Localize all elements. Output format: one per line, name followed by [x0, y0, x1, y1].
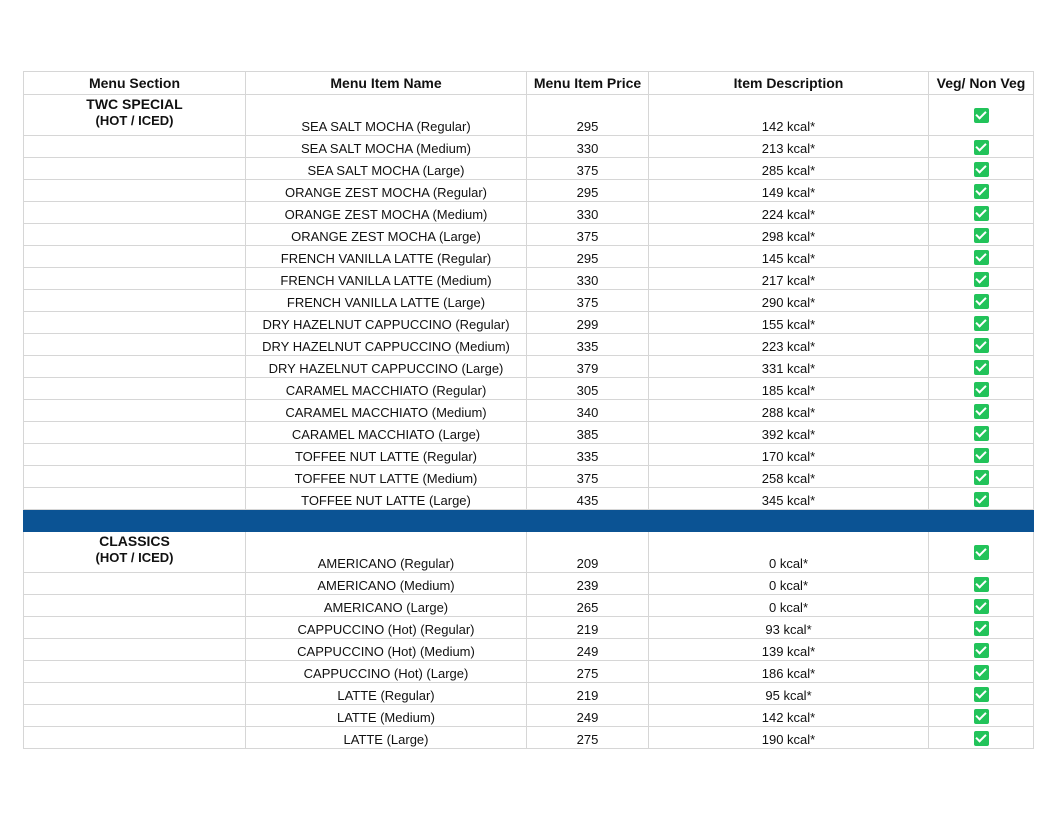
menu-section-cell[interactable] [24, 639, 246, 661]
section-title: TWC SPECIAL [86, 96, 183, 112]
table-row [24, 727, 1034, 749]
item-name-cell[interactable]: TOFFEE NUT LATTE (Regular) [246, 444, 527, 466]
item-price-cell[interactable]: 209 [527, 532, 649, 573]
veg-indicator-cell[interactable] [929, 595, 1034, 617]
checked-checkbox-icon[interactable] [974, 140, 989, 155]
checked-checkbox-icon[interactable] [974, 643, 989, 658]
separator-cell [24, 510, 246, 532]
checked-checkbox-icon[interactable] [974, 687, 989, 702]
item-name-cell[interactable]: FRENCH VANILLA LATTE (Regular) [246, 246, 527, 268]
checked-checkbox-icon[interactable] [974, 162, 989, 177]
table-row [24, 444, 1034, 466]
veg-indicator-cell[interactable] [929, 378, 1034, 400]
table-row [24, 378, 1034, 400]
table-row [24, 488, 1034, 510]
table-row [24, 639, 1034, 661]
item-price-cell[interactable]: 330 [527, 202, 649, 224]
table-row [24, 573, 1034, 595]
item-price-cell[interactable]: 219 [527, 617, 649, 639]
item-name-cell[interactable]: AMERICANO (Medium) [246, 573, 527, 595]
menu-section-cell[interactable] [24, 444, 246, 466]
header-item-description: Item Description [649, 72, 929, 95]
item-description-cell[interactable]: 190 kcal* [649, 727, 929, 749]
item-description-cell[interactable]: 186 kcal* [649, 661, 929, 683]
item-description-cell[interactable]: 213 kcal* [649, 136, 929, 158]
menu-section-cell[interactable] [24, 422, 246, 444]
item-description-cell[interactable]: 0 kcal* [649, 573, 929, 595]
checked-checkbox-icon[interactable] [974, 228, 989, 243]
table-row [24, 532, 1034, 573]
item-price-cell[interactable]: 299 [527, 312, 649, 334]
item-price-cell[interactable]: 275 [527, 727, 649, 749]
table-row [24, 180, 1034, 202]
item-name-cell[interactable]: CARAMEL MACCHIATO (Large) [246, 422, 527, 444]
checked-checkbox-icon[interactable] [974, 404, 989, 419]
table-row [24, 617, 1034, 639]
table-row [24, 136, 1034, 158]
table-row [24, 268, 1034, 290]
table-row [24, 290, 1034, 312]
item-price-cell[interactable]: 340 [527, 400, 649, 422]
item-price-cell[interactable]: 375 [527, 158, 649, 180]
menu-section-cell[interactable] [24, 683, 246, 705]
veg-indicator-cell[interactable] [929, 312, 1034, 334]
item-price-cell[interactable]: 435 [527, 488, 649, 510]
checked-checkbox-icon[interactable] [974, 599, 989, 614]
item-description-cell[interactable]: 139 kcal* [649, 639, 929, 661]
menu-section-cell[interactable] [24, 290, 246, 312]
separator-cell [246, 510, 527, 532]
menu-section-cell[interactable] [24, 268, 246, 290]
checked-checkbox-icon[interactable] [974, 577, 989, 592]
item-price-cell[interactable]: 295 [527, 180, 649, 202]
item-name-cell[interactable]: SEA SALT MOCHA (Medium) [246, 136, 527, 158]
menu-section-cell[interactable] [24, 617, 246, 639]
item-description-cell[interactable]: 217 kcal* [649, 268, 929, 290]
item-description-cell[interactable]: 285 kcal* [649, 158, 929, 180]
item-name-cell[interactable]: TOFFEE NUT LATTE (Medium) [246, 466, 527, 488]
item-price-cell[interactable]: 295 [527, 246, 649, 268]
veg-indicator-cell[interactable] [929, 356, 1034, 378]
item-price-cell[interactable]: 330 [527, 268, 649, 290]
checked-checkbox-icon[interactable] [974, 360, 989, 375]
item-name-cell[interactable]: LATTE (Large) [246, 727, 527, 749]
item-price-cell[interactable]: 249 [527, 705, 649, 727]
menu-sheet [23, 71, 1033, 749]
checked-checkbox-icon[interactable] [974, 470, 989, 485]
item-price-cell[interactable]: 275 [527, 661, 649, 683]
veg-indicator-cell[interactable] [929, 290, 1034, 312]
checked-checkbox-icon[interactable] [974, 709, 989, 724]
checked-checkbox-icon[interactable] [974, 448, 989, 463]
section-subtitle: (HOT / ICED) [95, 113, 174, 128]
separator-cell [527, 510, 649, 532]
checked-checkbox-icon[interactable] [974, 426, 989, 441]
item-price-cell[interactable]: 330 [527, 136, 649, 158]
item-price-cell[interactable]: 295 [527, 95, 649, 136]
table-row [24, 356, 1034, 378]
item-price-cell[interactable]: 239 [527, 573, 649, 595]
veg-indicator-cell[interactable] [929, 639, 1034, 661]
item-description-cell[interactable]: 170 kcal* [649, 444, 929, 466]
item-description-cell[interactable]: 392 kcal* [649, 422, 929, 444]
item-name-cell[interactable]: ORANGE ZEST MOCHA (Regular) [246, 180, 527, 202]
menu-section-cell[interactable] [24, 705, 246, 727]
veg-indicator-cell[interactable] [929, 617, 1034, 639]
table-row [24, 246, 1034, 268]
item-description-cell[interactable]: 142 kcal* [649, 95, 929, 136]
veg-indicator-cell[interactable] [929, 180, 1034, 202]
checked-checkbox-icon[interactable] [974, 665, 989, 680]
veg-indicator-cell[interactable] [929, 466, 1034, 488]
checked-checkbox-icon[interactable] [974, 108, 989, 123]
veg-indicator-cell[interactable] [929, 136, 1034, 158]
item-description-cell[interactable]: 95 kcal* [649, 683, 929, 705]
item-name-cell[interactable]: CAPPUCCINO (Hot) (Medium) [246, 639, 527, 661]
item-price-cell[interactable]: 335 [527, 334, 649, 356]
item-description-cell[interactable]: 145 kcal* [649, 246, 929, 268]
item-name-cell[interactable]: ORANGE ZEST MOCHA (Large) [246, 224, 527, 246]
item-price-cell[interactable]: 249 [527, 639, 649, 661]
item-description-cell[interactable]: 93 kcal* [649, 617, 929, 639]
table-row [24, 595, 1034, 617]
item-name-cell[interactable]: LATTE (Regular) [246, 683, 527, 705]
separator-cell [929, 510, 1034, 532]
table-row [24, 202, 1034, 224]
item-price-cell[interactable]: 265 [527, 595, 649, 617]
separator-cell [649, 510, 929, 532]
item-price-cell[interactable]: 375 [527, 290, 649, 312]
table-row [24, 95, 1034, 136]
checked-checkbox-icon[interactable] [974, 206, 989, 221]
veg-indicator-cell[interactable] [929, 532, 1034, 573]
menu-section-cell[interactable] [24, 488, 246, 510]
item-name-cell[interactable]: CAPPUCCINO (Hot) (Large) [246, 661, 527, 683]
checked-checkbox-icon[interactable] [974, 272, 989, 287]
item-name-cell[interactable]: DRY HAZELNUT CAPPUCCINO (Regular) [246, 312, 527, 334]
section-subtitle: (HOT / ICED) [95, 550, 174, 565]
table-row [24, 705, 1034, 727]
item-name-cell[interactable]: SEA SALT MOCHA (Regular) [246, 95, 527, 136]
veg-indicator-cell[interactable] [929, 400, 1034, 422]
menu-section-cell[interactable] [24, 202, 246, 224]
item-name-cell[interactable]: DRY HAZELNUT CAPPUCCINO (Medium) [246, 334, 527, 356]
checked-checkbox-icon[interactable] [974, 316, 989, 331]
item-description-cell[interactable]: 142 kcal* [649, 705, 929, 727]
veg-indicator-cell[interactable] [929, 573, 1034, 595]
menu-body [24, 95, 1034, 749]
veg-indicator-cell[interactable] [929, 422, 1034, 444]
item-name-cell[interactable]: CARAMEL MACCHIATO (Medium) [246, 400, 527, 422]
item-name-cell[interactable]: CARAMEL MACCHIATO (Regular) [246, 378, 527, 400]
menu-section-cell[interactable] [24, 661, 246, 683]
menu-section-cell[interactable] [24, 224, 246, 246]
item-description-cell[interactable]: 0 kcal* [649, 595, 929, 617]
menu-section-cell[interactable] [24, 136, 246, 158]
item-price-cell[interactable]: 375 [527, 466, 649, 488]
table-row [24, 334, 1034, 356]
item-name-cell[interactable]: LATTE (Medium) [246, 705, 527, 727]
header-menu-item-name: Menu Item Name [246, 72, 527, 95]
item-description-cell[interactable]: 298 kcal* [649, 224, 929, 246]
item-description-cell[interactable]: 331 kcal* [649, 356, 929, 378]
item-name-cell[interactable]: SEA SALT MOCHA (Large) [246, 158, 527, 180]
checked-checkbox-icon[interactable] [974, 382, 989, 397]
veg-indicator-cell[interactable] [929, 444, 1034, 466]
menu-section-cell[interactable] [24, 312, 246, 334]
menu-section-cell[interactable] [24, 573, 246, 595]
item-name-cell[interactable]: FRENCH VANILLA LATTE (Large) [246, 290, 527, 312]
veg-indicator-cell[interactable] [929, 488, 1034, 510]
table-row [24, 158, 1034, 180]
veg-indicator-cell[interactable] [929, 705, 1034, 727]
item-price-cell[interactable]: 305 [527, 378, 649, 400]
header-menu-item-price: Menu Item Price [527, 72, 649, 95]
checked-checkbox-icon[interactable] [974, 621, 989, 636]
veg-indicator-cell[interactable] [929, 202, 1034, 224]
veg-indicator-cell[interactable] [929, 661, 1034, 683]
menu-section-cell[interactable] [24, 595, 246, 617]
item-description-cell[interactable]: 224 kcal* [649, 202, 929, 224]
table-row [24, 466, 1034, 488]
menu-section-cell[interactable] [24, 356, 246, 378]
checked-checkbox-icon[interactable] [974, 545, 989, 560]
table-row [24, 224, 1034, 246]
item-description-cell[interactable]: 185 kcal* [649, 378, 929, 400]
item-description-cell[interactable]: 345 kcal* [649, 488, 929, 510]
header-menu-section: Menu Section [24, 72, 246, 95]
menu-section-cell[interactable] [24, 246, 246, 268]
item-name-cell[interactable]: FRENCH VANILLA LATTE (Medium) [246, 268, 527, 290]
item-description-cell[interactable]: 155 kcal* [649, 312, 929, 334]
item-price-cell[interactable]: 375 [527, 224, 649, 246]
veg-indicator-cell[interactable] [929, 727, 1034, 749]
menu-section-cell[interactable] [24, 378, 246, 400]
veg-indicator-cell[interactable] [929, 268, 1034, 290]
veg-indicator-cell[interactable] [929, 224, 1034, 246]
header-row [24, 72, 1034, 95]
menu-section-cell[interactable] [24, 466, 246, 488]
checked-checkbox-icon[interactable] [974, 731, 989, 746]
table-row [24, 683, 1034, 705]
item-description-cell[interactable]: 258 kcal* [649, 466, 929, 488]
item-price-cell[interactable]: 335 [527, 444, 649, 466]
section-separator-band [24, 510, 1034, 532]
item-price-cell[interactable]: 385 [527, 422, 649, 444]
menu-section-cell[interactable] [24, 334, 246, 356]
item-price-cell[interactable]: 379 [527, 356, 649, 378]
veg-indicator-cell[interactable] [929, 334, 1034, 356]
table-row [24, 422, 1034, 444]
item-description-cell[interactable]: 223 kcal* [649, 334, 929, 356]
item-description-cell[interactable]: 288 kcal* [649, 400, 929, 422]
menu-table [23, 71, 1034, 749]
menu-section-cell[interactable] [24, 532, 246, 573]
table-row [24, 312, 1034, 334]
table-row [24, 661, 1034, 683]
checked-checkbox-icon[interactable] [974, 338, 989, 353]
checked-checkbox-icon[interactable] [974, 184, 989, 199]
item-description-cell[interactable]: 149 kcal* [649, 180, 929, 202]
item-description-cell[interactable]: 0 kcal* [649, 532, 929, 573]
item-name-cell[interactable]: TOFFEE NUT LATTE (Large) [246, 488, 527, 510]
menu-section-cell[interactable] [24, 727, 246, 749]
veg-indicator-cell[interactable] [929, 246, 1034, 268]
item-name-cell[interactable]: ORANGE ZEST MOCHA (Medium) [246, 202, 527, 224]
section-title: CLASSICS [99, 533, 170, 549]
menu-section-cell[interactable] [24, 158, 246, 180]
menu-section-cell[interactable] [24, 400, 246, 422]
item-name-cell[interactable]: AMERICANO (Large) [246, 595, 527, 617]
item-name-cell[interactable]: DRY HAZELNUT CAPPUCCINO (Large) [246, 356, 527, 378]
checked-checkbox-icon[interactable] [974, 250, 989, 265]
item-name-cell[interactable]: AMERICANO (Regular) [246, 532, 527, 573]
checked-checkbox-icon[interactable] [974, 492, 989, 507]
item-description-cell[interactable]: 290 kcal* [649, 290, 929, 312]
item-name-cell[interactable]: CAPPUCCINO (Hot) (Regular) [246, 617, 527, 639]
veg-indicator-cell[interactable] [929, 683, 1034, 705]
menu-section-cell[interactable] [24, 180, 246, 202]
veg-indicator-cell[interactable] [929, 158, 1034, 180]
menu-section-cell[interactable] [24, 95, 246, 136]
checked-checkbox-icon[interactable] [974, 294, 989, 309]
table-row [24, 400, 1034, 422]
veg-indicator-cell[interactable] [929, 95, 1034, 136]
header-veg-non-veg: Veg/ Non Veg [929, 72, 1034, 95]
item-price-cell[interactable]: 219 [527, 683, 649, 705]
